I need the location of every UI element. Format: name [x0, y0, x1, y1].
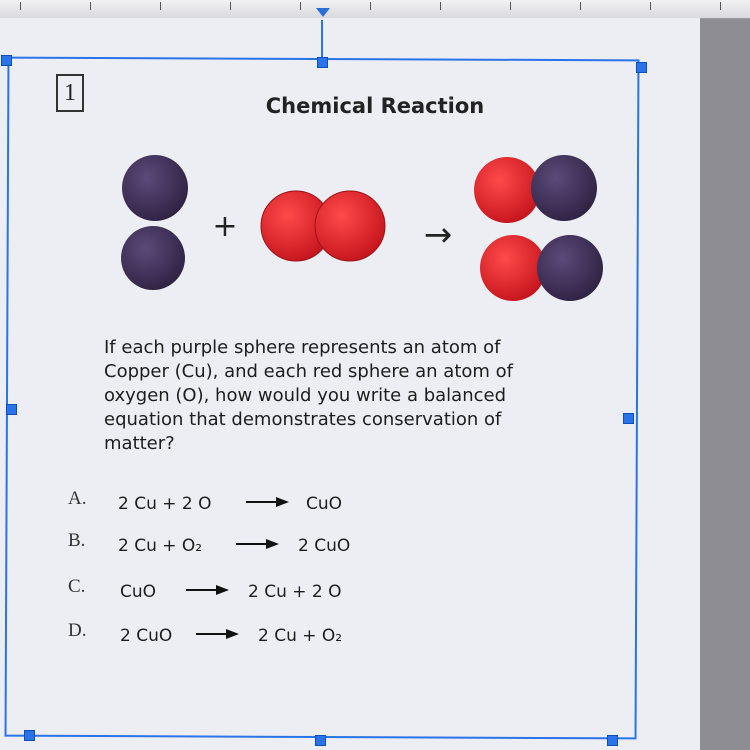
resize-handle-top-left[interactable] — [1, 55, 12, 66]
option-reactants: 2 CuO — [120, 626, 173, 646]
rotation-handle-line[interactable] — [321, 20, 323, 62]
copper-atom — [121, 226, 185, 290]
option-letter: C. — [68, 576, 86, 597]
option-reactants: 2 Cu + 2 O — [118, 494, 212, 514]
plus-symbol: + — [212, 209, 238, 244]
reaction-diagram — [100, 140, 620, 320]
ruler-tick — [720, 2, 721, 10]
horizontal-ruler[interactable] — [0, 0, 750, 19]
option-products: 2 Cu + O₂ — [258, 626, 343, 646]
ruler-tick — [20, 2, 21, 10]
resize-handle-bottom-right[interactable] — [607, 735, 618, 746]
option-letter: B. — [68, 530, 86, 551]
resize-handle-right[interactable] — [623, 413, 634, 424]
option-products: 2 CuO — [298, 536, 351, 556]
reaction-arrow: → — [423, 215, 453, 255]
ruler-tick — [510, 2, 511, 10]
oxygen-atom — [480, 235, 546, 301]
page-title: Chemical Reaction — [265, 94, 485, 118]
reaction-arrow-icon — [246, 495, 290, 509]
option-reactants: 2 Cu + O₂ — [118, 536, 203, 556]
ruler-tick — [440, 2, 441, 10]
copper-atom — [531, 155, 597, 221]
oxygen-atom — [315, 191, 385, 261]
copper-atom — [122, 155, 188, 221]
answer-option-b — [68, 530, 388, 560]
ruler-tick — [300, 2, 301, 10]
question-number: 1 — [56, 74, 84, 112]
question-line: equation that demonstrates conservation of — [104, 409, 502, 430]
question-text — [104, 336, 604, 456]
oxygen-atom — [474, 157, 540, 223]
ruler-indent-marker[interactable] — [316, 8, 330, 17]
resize-handle-left[interactable] — [6, 404, 17, 415]
resize-handle-top[interactable] — [317, 57, 328, 68]
reaction-arrow-icon — [186, 583, 230, 597]
copper-atom — [537, 235, 603, 301]
answer-option-d — [68, 620, 388, 650]
ruler-tick — [90, 2, 91, 10]
option-reactants: CuO — [120, 582, 157, 602]
ruler-tick — [230, 2, 231, 10]
option-products: CuO — [306, 494, 343, 514]
resize-handle-bottom-left[interactable] — [24, 730, 35, 741]
option-letter: A. — [68, 488, 87, 509]
question-line: oxygen (O), how would you write a balanced — [104, 385, 507, 406]
answer-option-a — [68, 488, 388, 518]
option-products: 2 Cu + 2 O — [248, 582, 342, 602]
question-line: matter? — [104, 433, 175, 454]
ruler-tick — [650, 2, 651, 10]
question-line: If each purple sphere represents an atom of — [104, 337, 501, 358]
ruler-tick — [580, 2, 581, 10]
option-letter: D. — [68, 620, 87, 641]
ruler-tick — [160, 2, 161, 10]
reaction-arrow-icon — [236, 537, 280, 551]
resize-handle-bottom[interactable] — [315, 735, 326, 746]
answer-option-c — [68, 576, 388, 606]
question-line: Copper (Cu), and each red sphere an atom of — [104, 361, 513, 382]
reaction-arrow-icon — [196, 627, 240, 641]
ruler-tick — [370, 2, 371, 10]
resize-handle-top-right[interactable] — [636, 62, 647, 73]
